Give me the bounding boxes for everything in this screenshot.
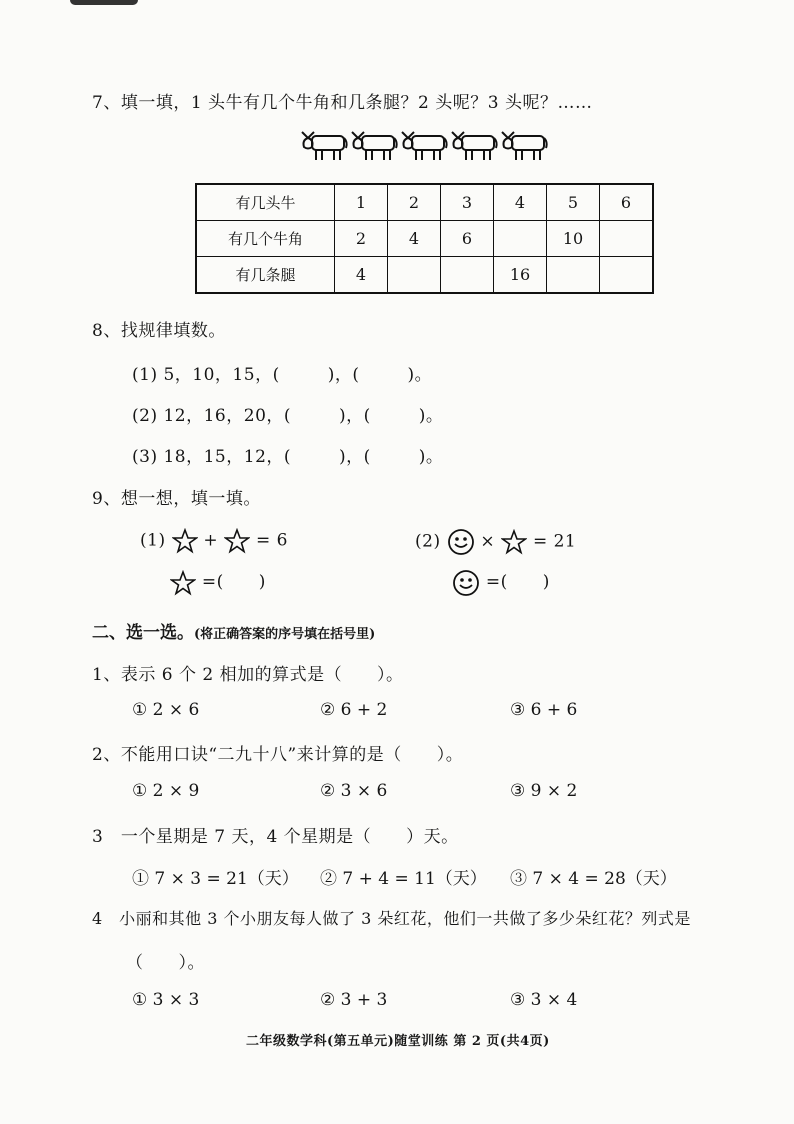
q8-prefix: (3) 18，15，12， [132,447,284,467]
table-cell: 6 [600,184,654,221]
blank-close: )。 [418,447,444,467]
table-cell: 4 [494,184,547,221]
q8-item-2 [132,401,443,426]
page-footer: 二年级数学科(第五单元)随堂训练 第 2 页(共4页) [246,1034,550,1049]
table-cell: 2 [335,221,388,257]
q9-part1-answer [170,567,266,596]
smiley-face-icon [447,528,475,556]
choice-3-option-3[interactable]: ③ 7 × 4 = 28（天） [510,869,677,889]
blank-open: ( [283,406,292,426]
section-2-heading [92,618,375,643]
star-icon [224,528,250,554]
choice-4-option-3[interactable]: ③ 3 × 4 [510,990,578,1010]
equals-six: = 6 [255,530,288,551]
q8-item-1 [132,360,432,385]
q8-prefix: (1) 5，10，15， [132,365,273,385]
row-label: 有几条腿 [196,257,335,294]
table-cell-blank[interactable] [441,257,494,294]
blank-open: ( [272,365,280,385]
table-cell-blank[interactable] [547,257,600,294]
q7-title: 7、填一填，1 头牛有几个牛角和几条腿？2 头呢？3 头呢？…… [92,93,593,113]
row-label: 有几个牛角 [196,221,335,257]
choice-1-stem: 1、表示 6 个 2 相加的算式是（ ）。 [92,665,404,685]
table-cell: 5 [547,184,600,221]
star-icon [170,570,196,596]
blank-close: )。 [407,365,433,385]
q8-prefix: (2) 12，16，20， [132,406,284,426]
table-cell: 10 [547,221,600,257]
choice-2-option-2[interactable]: ② 3 × 6 [320,781,388,801]
choice-3-option-2[interactable]: ② 7 + 4 = 11（天） [320,869,487,889]
table-cell: 6 [441,221,494,257]
q9-part1-equation [140,528,288,554]
q8-item-3 [132,442,443,467]
table-cell: 1 [335,184,388,221]
blank-mid: )，( [327,365,360,385]
choice-2-option-3[interactable]: ③ 9 × 2 [510,781,578,801]
smiley-answer-blank[interactable]: =( ) [485,572,550,592]
choice-1-option-1[interactable]: ① 2 × 6 [132,700,200,720]
section-2-title: 二、选一选。 [92,623,194,643]
times-sign: × [480,531,496,552]
choice-4-stem: 4 小丽和其他 3 个小朋友每人做了 3 朵红花，他们一共做了多少朵红花？列式是 [92,909,691,928]
table-cell-blank[interactable] [494,221,547,257]
table-cell: 2 [388,184,441,221]
plus-sign: + [203,530,219,551]
table-cell: 4 [335,257,388,294]
choice-2-stem: 2、不能用口诀“二九十八”来计算的是（ ）。 [92,745,464,765]
q9-title: 9、想一想，填一填。 [92,489,261,509]
choice-4-stem-cont: （ ）。 [126,953,205,973]
table-row [196,184,653,221]
table-row [196,257,653,294]
choice-2-option-1[interactable]: ① 2 × 9 [132,781,200,801]
q9-part2-equation [415,528,576,556]
q9-p2-label: (2) [415,531,441,552]
blank-open: ( [283,447,292,467]
section-2-note: (将正确答案的序号填在括号里) [194,627,376,642]
table-cell-blank[interactable] [600,257,654,294]
choice-3-option-1[interactable]: ① 7 × 3 = 21（天） [132,869,299,889]
choice-1-option-3[interactable]: ③ 6 + 6 [510,700,578,720]
q9-p1-label: (1) [140,530,166,551]
smiley-face-icon [452,569,480,597]
equals-twenty-one: = 21 [532,531,577,552]
table-cell: 3 [441,184,494,221]
choice-4-option-1[interactable]: ① 3 × 3 [132,990,200,1010]
blank-mid: )，( [339,406,371,426]
table-cell: 16 [494,257,547,294]
row-label: 有几头牛 [196,184,335,221]
blank-close: )。 [418,406,444,426]
choice-1-option-2[interactable]: ② 6 + 2 [320,700,388,720]
q9-part2-answer [452,567,550,597]
table-row [196,221,653,257]
cow-illustration [298,126,548,166]
q8-title: 8、找规律填数。 [92,321,226,341]
table-cell-blank[interactable] [388,257,441,294]
star-answer-blank[interactable]: =( ) [201,572,266,592]
table-cell: 4 [388,221,441,257]
choice-4-option-2[interactable]: ② 3 + 3 [320,990,388,1010]
star-icon [501,529,527,555]
star-icon [172,528,198,554]
table-cell-blank[interactable] [600,221,654,257]
scan-artifact [70,0,138,5]
blank-mid: )，( [339,447,371,467]
choice-3-stem: 3 一个星期是 7 天，4 个星期是（ ）天。 [92,827,459,847]
cow-table [195,183,654,294]
